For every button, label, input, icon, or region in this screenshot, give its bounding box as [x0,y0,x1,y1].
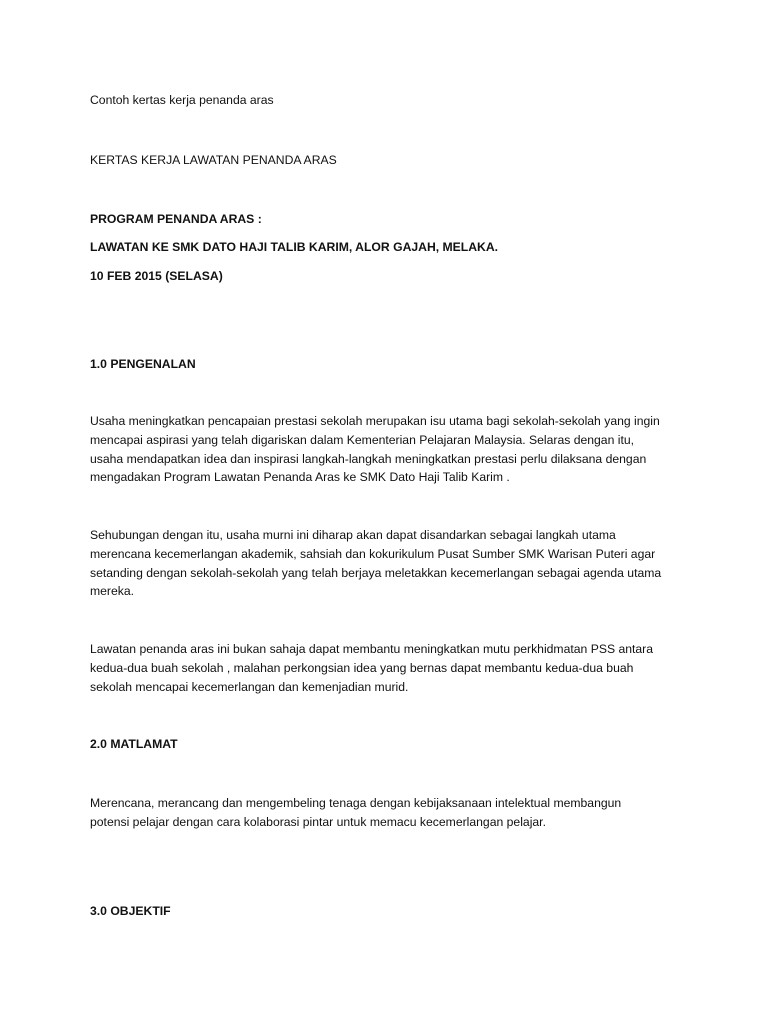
intro-paragraph-2 [90,526,700,601]
paper-title: KERTAS KERJA LAWATAN PENANDA ARAS [90,153,337,167]
paragraph-line: Usaha meningkatkan pencapaian prestasi sekolah merupakan isu utama bagi sekolah-sekolah yang ingin [90,414,660,428]
section-heading-intro: 1.0 PENGENALAN [90,357,196,371]
paragraph-line: mengadakan Program Lawatan Penanda Aras ke SMK Dato Haji Talib Karim . [90,470,510,485]
paragraph-line: usaha mendapatkan idea dan inspirasi langkah-langkah meningkatkan prestasi perlu dilaksana dengan [90,451,647,466]
paragraph-line: Merencana, merancang dan mengembeling tenaga dengan kebijaksanaan intelektual membangun [90,796,622,810]
paragraph-line: potensi pelajar dengan cara kolaborasi pintar untuk memacu kecemerlangan pelajar. [90,814,546,829]
paragraph-line: mencapai aspirasi yang telah digariskan dalam Kementerian Pelajaran Malaysia. Selaras dengan itu, [90,432,635,447]
intro-paragraph-3 [90,640,700,696]
paragraph-line: merencana kecemerlangan akademik, sahsiah dan kokurikulum Pusat Sumber SMK Warisan Puteri agar [90,546,656,561]
intro-paragraph-1 [90,412,700,487]
paragraph-line: mereka. [90,584,135,599]
paragraph-line: setanding dengan sekolah-sekolah yang telah berjaya meletakkan kecemerlangan sebagai agenda utama [90,565,662,580]
goal-paragraph [90,794,700,832]
paragraph-line: sekolah mencapai kecemerlangan dan kemenjadian murid. [90,679,409,694]
program-label: PROGRAM PENANDA ARAS : [90,212,262,226]
section-heading-objectives: 3.0 OBJEKTIF [90,904,171,918]
paragraph-line: kedua-dua buah sekolah , malahan perkongsian idea yang bernas dapat membantu kedua-dua buah [90,660,634,675]
paragraph-line: Lawatan penanda aras ini bukan sahaja dapat membantu meningkatkan mutu perkhidmatan PSS antara [90,642,654,656]
visit-line: LAWATAN KE SMK DATO HAJI TALIB KARIM, ALOR GAJAH, MELAKA. [90,240,499,254]
paragraph-line: Sehubungan dengan itu, usaha murni ini diharap akan dapat disandarkan sebagai langkah utama [90,528,616,542]
section-heading-goal: 2.0 MATLAMAT [90,737,178,751]
document-title: Contoh kertas kerja penanda aras [90,93,274,107]
date-line: 10 FEB 2015 (SELASA) [90,269,223,283]
